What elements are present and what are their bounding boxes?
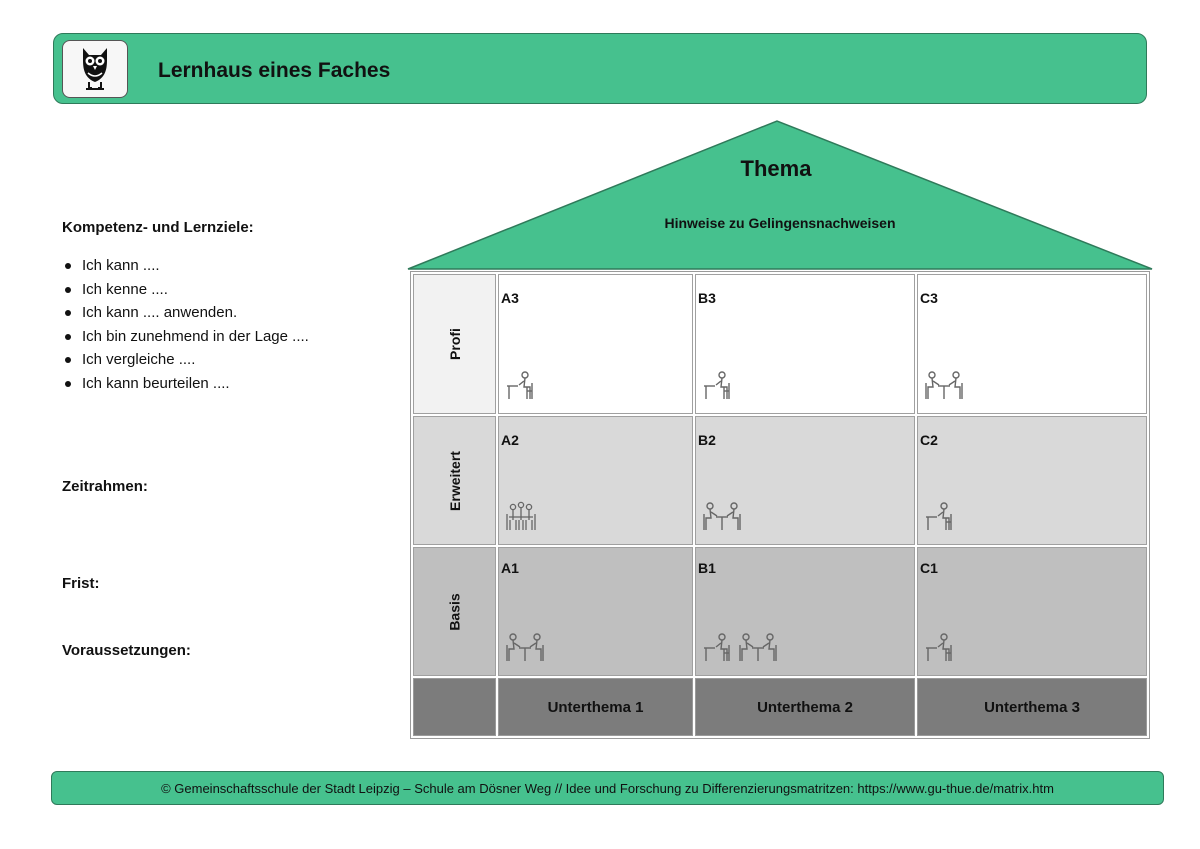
subtopic-2: Unterthema 2 (695, 678, 915, 736)
row-label-erweitert: Erweitert (413, 416, 496, 545)
page-title: Lernhaus eines Faches (158, 59, 391, 82)
cell-code: A3 (501, 290, 519, 306)
group-icon (505, 500, 537, 532)
cell-b3[interactable] (695, 274, 915, 414)
single-desk-icon (702, 369, 734, 401)
logo (62, 40, 128, 98)
single-and-pair-icon (702, 631, 778, 663)
roof-triangle (405, 118, 1155, 273)
footer-credit: © Gemeinschaftsschule der Stadt Leipzig – Schule am Dösner Weg // Idee und Forschung zu Differenzierungsmatritzen: https://www.gu-thue.de/matrix.htm (51, 771, 1164, 805)
row-label-basis: Basis (413, 547, 496, 676)
cell-code: B1 (698, 560, 716, 576)
cell-code: C2 (920, 432, 938, 448)
cell-c2[interactable] (917, 416, 1147, 545)
cell-a2[interactable] (498, 416, 693, 545)
cell-code: C3 (920, 290, 938, 306)
owl-icon (80, 46, 110, 92)
cell-code: B2 (698, 432, 716, 448)
pair-icon (924, 369, 964, 401)
goal-item: Ich vergleiche .... (62, 348, 309, 372)
topic-subtitle: Hinweise zu Gelingensnachweisen (664, 215, 896, 231)
cell-code: B3 (698, 290, 716, 306)
learning-matrix (410, 271, 1150, 739)
goal-item: Ich bin zunehmend in der Lage .... (62, 325, 309, 349)
prerequisites-label: Voraussetzungen: (62, 642, 191, 659)
timeframe-label: Zeitrahmen: (62, 478, 148, 495)
goals-list (62, 254, 309, 395)
cell-c1[interactable] (917, 547, 1147, 676)
pair-icon (702, 500, 742, 532)
single-desk-icon (924, 631, 956, 663)
cell-a1[interactable] (498, 547, 693, 676)
topic-title: Thema (740, 156, 812, 181)
goal-item: Ich kann .... anwenden. (62, 301, 309, 325)
goals-heading: Kompetenz- und Lernziele: (62, 219, 254, 236)
single-desk-icon (924, 500, 956, 532)
cell-b2[interactable] (695, 416, 915, 545)
cell-a3[interactable] (498, 274, 693, 414)
deadline-label: Frist: (62, 575, 100, 592)
cell-b1[interactable] (695, 547, 915, 676)
header-banner (53, 33, 1147, 104)
subtopic-3: Unterthema 3 (917, 678, 1147, 736)
cell-code: C1 (920, 560, 938, 576)
cell-c3[interactable] (917, 274, 1147, 414)
cell-code: A1 (501, 560, 519, 576)
goal-item: Ich kenne .... (62, 278, 309, 302)
pair-icon (505, 631, 545, 663)
cell-code: A2 (501, 432, 519, 448)
single-desk-icon (505, 369, 537, 401)
subtopic-1: Unterthema 1 (498, 678, 693, 736)
goal-item: Ich kann beurteilen .... (62, 372, 309, 396)
goal-item: Ich kann .... (62, 254, 309, 278)
subtopic-corner (413, 678, 496, 736)
row-label-profi: Profi (413, 274, 496, 414)
